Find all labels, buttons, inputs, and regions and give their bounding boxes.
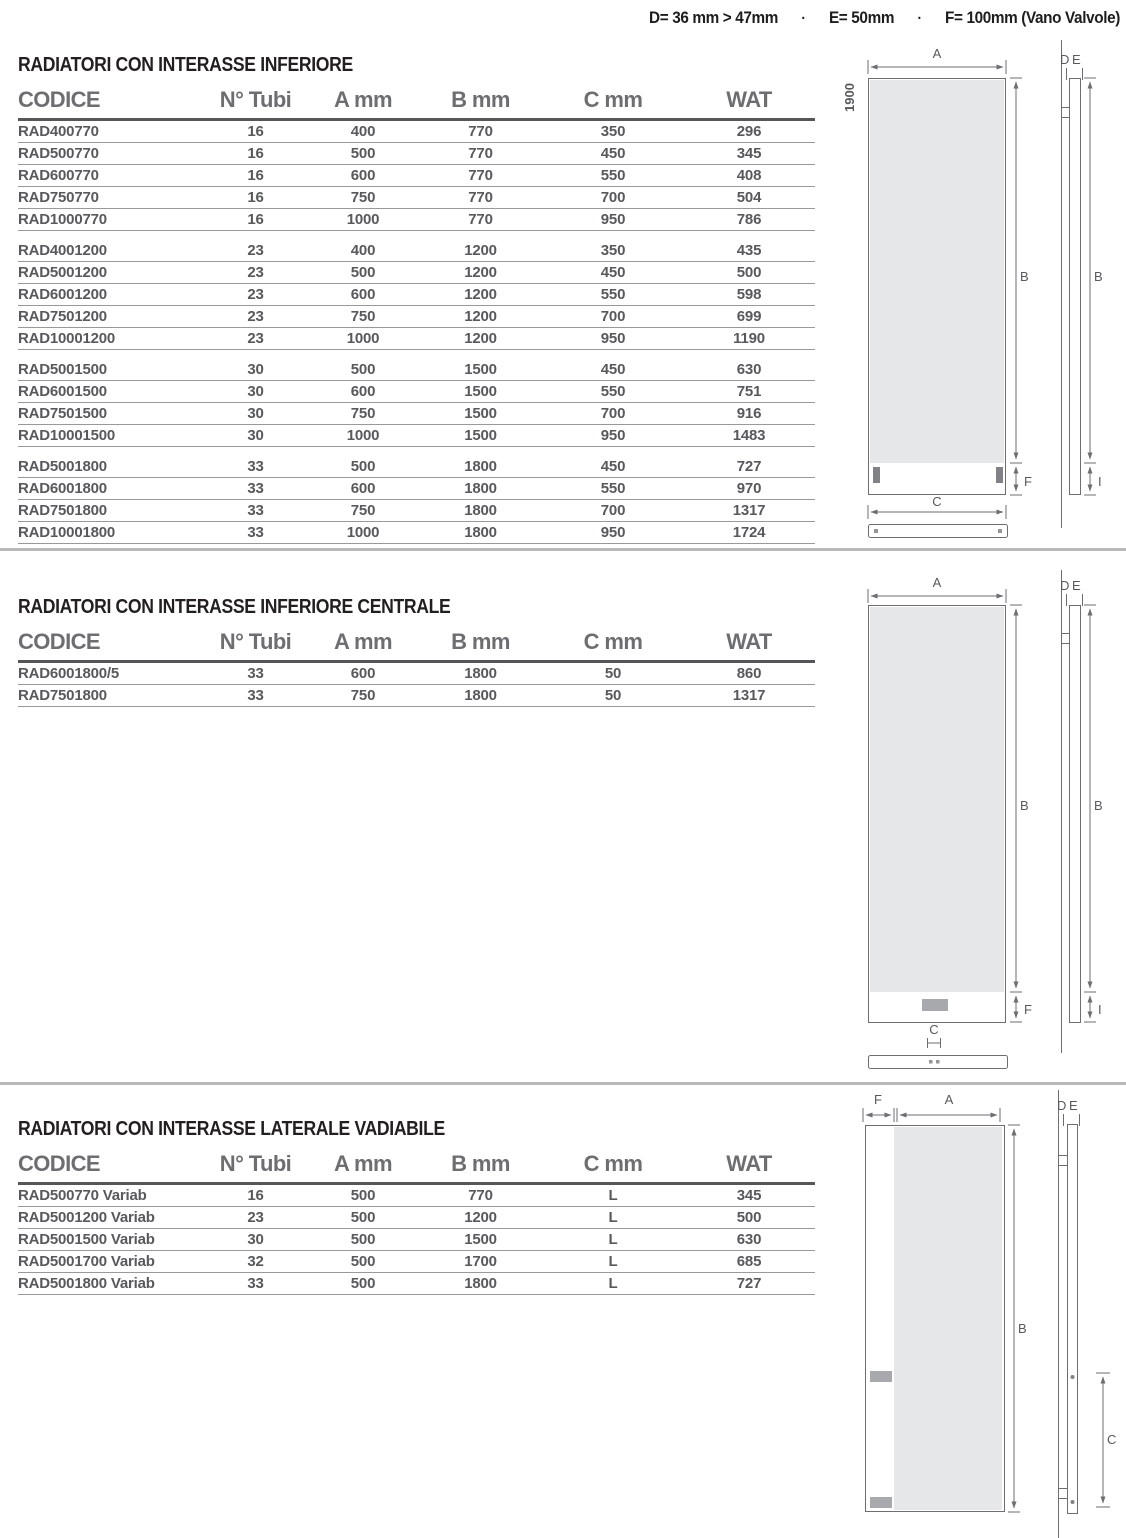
dim-label-i: I [1098,474,1102,489]
table-row [18,1229,815,1251]
cell-value: 296 [683,121,815,143]
cell-value: 23 [203,328,308,350]
cell-value: 16 [203,209,308,231]
section-title: RADIATORI CON INTERASSE LATERALE VADIABILE [18,1118,445,1140]
table-row [18,381,815,403]
cell-value: 1800 [418,500,543,522]
cell-codice: RAD5001800 Variab [18,1273,203,1295]
cell-value: 950 [543,522,683,544]
col-c: C mm [543,85,683,120]
cell-value: 504 [683,187,815,209]
col-b: B mm [418,1149,543,1184]
wall-bracket-bottom [1059,1489,1068,1499]
header-row [18,627,815,662]
bottom-connector-center [936,1060,940,1064]
table-row [18,1185,815,1207]
cell-value: 30 [203,1229,308,1251]
dimension-note [616,8,1120,28]
header-row [18,85,815,120]
cell-value: 435 [683,240,815,262]
cell-value: 600 [308,165,418,187]
col-wat: WAT [683,1149,815,1184]
spec-table-group [18,359,815,447]
cell-value: 50 [543,685,683,707]
cell-value: 1200 [418,328,543,350]
cell-value: 1000 [308,425,418,447]
cell-value: 950 [543,209,683,231]
connection-stub-center [922,999,948,1011]
col-wat: WAT [683,85,815,120]
cell-value: 550 [543,165,683,187]
cell-value: 345 [683,143,815,165]
wall-bracket [1062,634,1070,644]
dim-label-b: B [1018,1321,1027,1336]
dim-label-f: F [1024,1002,1032,1017]
cell-codice: RAD7501200 [18,306,203,328]
cell-value: 33 [203,1273,308,1295]
dim-label-d: D [1057,1098,1067,1113]
table-row [18,403,815,425]
cell-value: 500 [308,359,418,381]
cell-value: 950 [543,328,683,350]
cell-value: 350 [543,240,683,262]
dim-label-e: E [1072,52,1081,67]
cell-codice: RAD6001200 [18,284,203,306]
cell-value: 770 [418,187,543,209]
cell-value: 770 [418,121,543,143]
spec-table-header [18,85,815,121]
diagram-radiator-inferiore [830,40,1126,545]
spec-table-group [18,240,815,350]
cell-value: 1190 [683,328,815,350]
table-row [18,143,815,165]
cell-codice: RAD400770 [18,121,203,143]
connection-stub-left [873,467,880,483]
note-d: D= 36 mm > 47mm [649,8,779,27]
diagram-radiator-laterale-variabile [830,1090,1126,1538]
cell-codice: RAD5001500 [18,359,203,381]
cell-value: 727 [683,456,815,478]
spec-table-group [18,456,815,544]
cell-value: 500 [683,1207,815,1229]
dim-label-i: I [1098,1002,1102,1017]
side-connection-dot-upper [1071,1375,1075,1379]
cell-value: 400 [308,121,418,143]
cell-codice: RAD6001800/5 [18,663,203,685]
cell-value: 500 [308,1229,418,1251]
cell-value: 750 [308,306,418,328]
side-view-bar [1070,606,1081,1023]
table-row [18,478,815,500]
col-tubi: N° Tubi [203,627,308,662]
cell-value: 450 [543,143,683,165]
cell-value: 786 [683,209,815,231]
cell-value: 1800 [418,685,543,707]
side-view-bar [1068,1125,1078,1514]
wall-bracket [1059,1156,1068,1166]
cell-value: 916 [683,403,815,425]
section-interasse-inferiore-centrale [18,596,815,707]
table-row [18,522,815,544]
cell-value: 1800 [418,522,543,544]
dim-label-d: D [1060,578,1070,593]
note-e: E= 50mm [828,8,895,27]
dim-label-e: E [1072,578,1081,593]
cell-codice: RAD7501800 [18,500,203,522]
cell-value: 727 [683,1273,815,1295]
cell-codice: RAD750770 [18,187,203,209]
cell-value: 1500 [418,425,543,447]
section-interasse-inferiore [18,54,815,544]
cell-value: 400 [308,240,418,262]
table-row [18,240,815,262]
col-tubi: N° Tubi [203,1149,308,1184]
dim-label-c: C [932,494,942,509]
cell-value: 750 [308,403,418,425]
dim-label-e: E [1069,1098,1078,1113]
cell-value: 16 [203,165,308,187]
cell-value: 1800 [418,663,543,685]
cell-value: 685 [683,1251,815,1273]
cell-value: 1800 [418,478,543,500]
table-row [18,456,815,478]
cell-value: 1000 [308,328,418,350]
dim-label-c: C [1107,1432,1117,1447]
connection-stub-upper [870,1371,892,1382]
connection-stub-lower [870,1497,892,1508]
spec-table-group [18,121,815,231]
cell-value: L [543,1273,683,1295]
cell-value: 630 [683,359,815,381]
cell-codice: RAD5001800 [18,456,203,478]
cell-value: 450 [543,262,683,284]
cell-value: 1000 [308,522,418,544]
cell-value: 1800 [418,456,543,478]
bottom-connector-left [874,529,878,533]
cell-value: 699 [683,306,815,328]
cell-codice: RAD7501500 [18,403,203,425]
cell-value: 1000 [308,209,418,231]
table-row [18,359,815,381]
cell-value: 500 [308,1185,418,1207]
cell-value: 750 [308,187,418,209]
radiator-panel [870,80,1004,463]
col-a: A mm [308,1149,418,1184]
col-c: C mm [543,627,683,662]
cell-value: 16 [203,121,308,143]
col-wat: WAT [683,627,815,662]
cell-value: 16 [203,1185,308,1207]
dim-label-b: B [1020,798,1029,813]
col-b: B mm [418,85,543,120]
table-row [18,500,815,522]
cell-value: L [543,1185,683,1207]
side-view-bar [1070,79,1081,495]
section-divider [0,548,1126,551]
table-row [18,328,815,350]
col-tubi: N° Tubi [203,85,308,120]
cell-value: 550 [543,478,683,500]
cell-value: 600 [308,284,418,306]
cell-value: 750 [308,685,418,707]
cell-value: 500 [308,1207,418,1229]
cell-value: 33 [203,663,308,685]
wall-bracket [1062,108,1070,118]
cell-value: 500 [308,143,418,165]
dim-label-1900: 1900 [842,83,857,112]
table-row [18,284,815,306]
bottom-connector-center [929,1060,933,1064]
spec-table-group [18,663,815,707]
dim-label-c: C [929,1022,939,1037]
radiator-panel [894,1127,1002,1510]
cell-value: 30 [203,359,308,381]
cell-value: 345 [683,1185,815,1207]
dim-label-a: A [932,46,942,61]
cell-value: 33 [203,456,308,478]
bottom-view [869,525,1008,538]
cell-value: 500 [308,1251,418,1273]
cell-value: 32 [203,1251,308,1273]
connection-stub-right [996,467,1003,483]
cell-codice: RAD500770 [18,143,203,165]
dim-label-b: B [1020,269,1029,284]
cell-codice: RAD5001200 [18,262,203,284]
dim-label-a: A [932,575,942,590]
cell-value: 30 [203,425,308,447]
dim-label-b: B [1094,269,1103,284]
cell-value: 33 [203,522,308,544]
cell-value: 500 [308,262,418,284]
table-row [18,165,815,187]
cell-value: L [543,1251,683,1273]
cell-value: 30 [203,403,308,425]
section-title: RADIATORI CON INTERASSE INFERIORE CENTRALE [18,596,451,618]
table-row [18,209,815,231]
cell-value: 770 [418,209,543,231]
cell-value: 1200 [418,306,543,328]
cell-codice: RAD10001200 [18,328,203,350]
cell-value: 33 [203,478,308,500]
cell-value: 750 [308,500,418,522]
cell-codice: RAD5001200 Variab [18,1207,203,1229]
cell-value: 16 [203,187,308,209]
table-row [18,1251,815,1273]
cell-value: 30 [203,381,308,403]
cell-value: 1200 [418,240,543,262]
table-row [18,1207,815,1229]
cell-value: 50 [543,663,683,685]
diagram-radiator-inferiore-centrale [830,570,1126,1078]
cell-value: 600 [308,478,418,500]
cell-value: 450 [543,456,683,478]
spec-table-group [18,1185,815,1295]
cell-value: 550 [543,284,683,306]
cell-value: 600 [308,381,418,403]
cell-codice: RAD10001800 [18,522,203,544]
cell-value: L [543,1207,683,1229]
table-row [18,121,815,143]
cell-value: 1200 [418,284,543,306]
section-title: RADIATORI CON INTERASSE INFERIORE [18,54,353,76]
cell-value: 500 [308,1273,418,1295]
table-row [18,262,815,284]
table-row [18,187,815,209]
dim-label-f: F [874,1092,882,1107]
cell-value: 600 [308,663,418,685]
cell-value: 1800 [418,1273,543,1295]
cell-value: 33 [203,500,308,522]
dim-label-f: F [1024,474,1032,489]
cell-value: 23 [203,284,308,306]
dim-label-d: D [1060,52,1070,67]
cell-value: 770 [418,165,543,187]
section-divider [0,1082,1126,1085]
col-a: A mm [308,627,418,662]
table-row [18,1273,815,1295]
cell-value: 770 [418,143,543,165]
table-row [18,425,815,447]
spec-table-header [18,1149,815,1185]
table-row [18,306,815,328]
cell-codice: RAD10001500 [18,425,203,447]
cell-value: 700 [543,500,683,522]
cell-value: L [543,1229,683,1251]
note-separator: · [801,10,806,27]
note-f: F= 100mm (Vano Valvole) [945,8,1120,27]
cell-codice: RAD7501800 [18,685,203,707]
cell-value: 500 [683,262,815,284]
cell-value: 1724 [683,522,815,544]
cell-codice: RAD5001700 Variab [18,1251,203,1273]
section-interasse-laterale-variabile [18,1118,815,1295]
cell-value: 33 [203,685,308,707]
cell-value: 630 [683,1229,815,1251]
cell-value: 598 [683,284,815,306]
cell-value: 1317 [683,685,815,707]
spec-table-header [18,627,815,663]
cell-value: 700 [543,306,683,328]
cell-value: 550 [543,381,683,403]
cell-value: 350 [543,121,683,143]
cell-value: 1700 [418,1251,543,1273]
cell-value: 770 [418,1185,543,1207]
cell-codice: RAD6001800 [18,478,203,500]
radiator-panel [870,607,1004,992]
col-c: C mm [543,1149,683,1184]
side-connection-dot-lower [1071,1500,1075,1504]
col-codice: CODICE [18,627,203,662]
cell-value: 860 [683,663,815,685]
dim-label-a: A [944,1092,954,1107]
cell-value: 16 [203,143,308,165]
col-b: B mm [418,627,543,662]
cell-value: 751 [683,381,815,403]
cell-value: 408 [683,165,815,187]
cell-value: 970 [683,478,815,500]
cell-value: 1500 [418,381,543,403]
dim-label-b: B [1094,798,1103,813]
cell-value: 23 [203,306,308,328]
cell-value: 23 [203,262,308,284]
cell-value: 1483 [683,425,815,447]
cell-value: 450 [543,359,683,381]
cell-codice: RAD1000770 [18,209,203,231]
cell-codice: RAD500770 Variab [18,1185,203,1207]
cell-value: 1500 [418,403,543,425]
cell-value: 700 [543,403,683,425]
col-a: A mm [308,85,418,120]
cell-codice: RAD600770 [18,165,203,187]
note-separator: · [917,10,922,27]
cell-value: 23 [203,240,308,262]
cell-codice: RAD5001500 Variab [18,1229,203,1251]
bottom-connector-right [998,529,1002,533]
cell-codice: RAD6001500 [18,381,203,403]
cell-value: 700 [543,187,683,209]
cell-value: 1500 [418,359,543,381]
header-row [18,1149,815,1184]
cell-value: 1500 [418,1229,543,1251]
table-row [18,685,815,707]
col-codice: CODICE [18,85,203,120]
col-codice: CODICE [18,1149,203,1184]
cell-value: 23 [203,1207,308,1229]
table-row [18,663,815,685]
cell-value: 950 [543,425,683,447]
cell-value: 500 [308,456,418,478]
cell-value: 1200 [418,262,543,284]
cell-value: 1200 [418,1207,543,1229]
cell-codice: RAD4001200 [18,240,203,262]
cell-value: 1317 [683,500,815,522]
